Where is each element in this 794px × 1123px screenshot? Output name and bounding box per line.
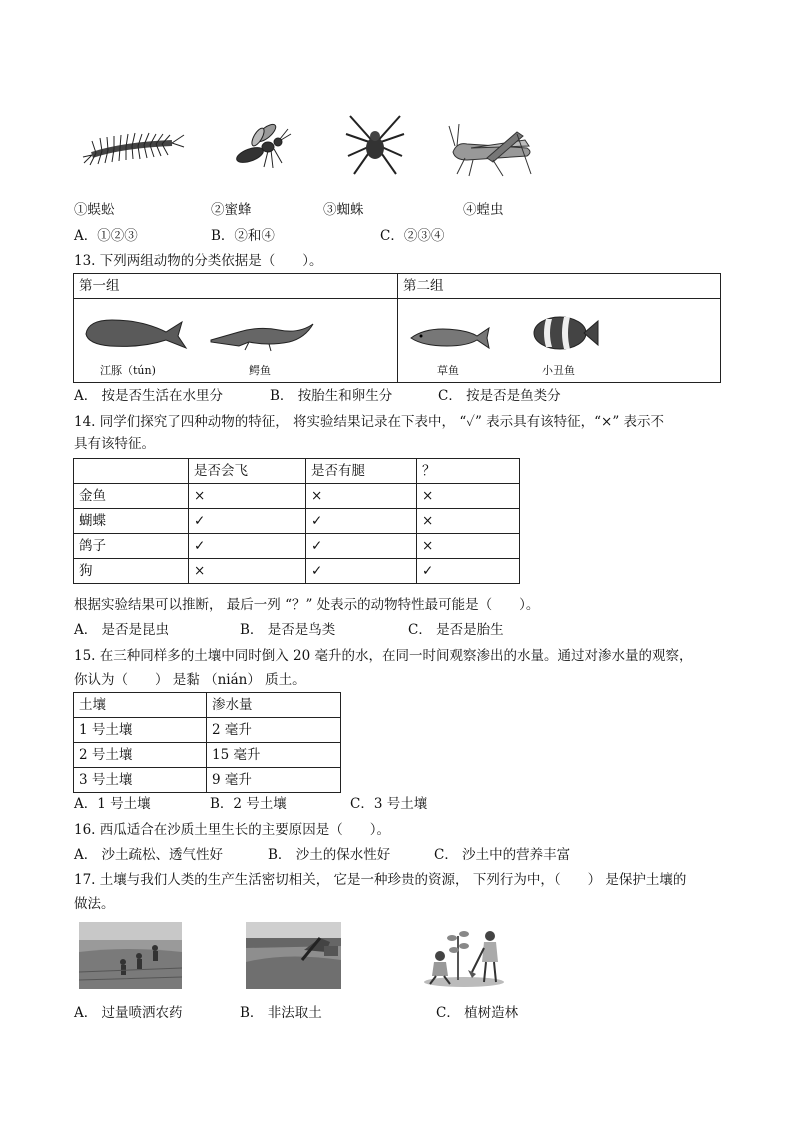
table-header-cell: 土壤 xyxy=(74,693,207,718)
q12-options xyxy=(74,226,594,246)
q15-option-c[interactable]: C．3 号土壤 xyxy=(350,796,428,812)
table-row xyxy=(74,768,341,793)
tree-planting-image xyxy=(418,922,510,990)
table-header-cell: 是否会飞 xyxy=(189,459,306,484)
table-cell: ✓ xyxy=(306,534,417,559)
table-cell: ✓ xyxy=(189,509,306,534)
crocodile-image xyxy=(209,318,315,352)
table-cell: 3 号土壤 xyxy=(74,768,207,793)
q15-option-b[interactable]: B．2 号土壤 xyxy=(210,796,287,812)
table-row xyxy=(74,509,520,534)
table-cell: 鸽子 xyxy=(74,534,189,559)
grasshopper-image xyxy=(447,122,537,180)
table-cell: × xyxy=(189,559,306,584)
finless-porpoise-image xyxy=(82,314,188,354)
table-header-row xyxy=(74,459,520,484)
q12-option-b[interactable]: B．②和④ xyxy=(211,228,275,244)
table-cell: 2 号土壤 xyxy=(74,743,207,768)
table-cell: 2 毫升 xyxy=(207,718,341,743)
clownfish-image xyxy=(526,311,600,355)
q17-option-c[interactable]: C． 植树造林 xyxy=(436,1005,519,1021)
table-row xyxy=(74,559,520,584)
table-header-cell: ？ xyxy=(417,459,520,484)
table-cell: 1 号土壤 xyxy=(74,718,207,743)
table-row xyxy=(74,743,341,768)
q13-group-table xyxy=(73,273,721,383)
q14-options xyxy=(74,620,634,640)
grass-carp-caption: 草鱼 xyxy=(437,364,459,377)
clownfish-caption: 小丑鱼 xyxy=(542,364,575,377)
q17-options xyxy=(74,1003,634,1023)
q12-animal-labels xyxy=(74,200,594,220)
table-cell: 蝴蝶 xyxy=(74,509,189,534)
table-header-cell: 是否有腿 xyxy=(306,459,417,484)
q15-options xyxy=(74,794,514,814)
q16-option-b[interactable]: B． 沙土的保水性好 xyxy=(268,847,391,863)
table-row xyxy=(74,534,520,559)
table-cell: ✓ xyxy=(189,534,306,559)
q17-question-line1: 17. 土壤与我们人类的生产生活密切相关， 它是一种珍贵的资源， 下列行为中，（ ） 是保护土壤的 xyxy=(74,872,687,888)
q15-soil-table xyxy=(73,692,341,793)
q14-followup: 根据实验结果可以推断， 最后一列 “？” 处表示的动物特性最可能是（ ）。 xyxy=(74,597,540,613)
q12-option-c[interactable]: C．②③④ xyxy=(380,228,445,244)
crocodile-caption: 鳄鱼 xyxy=(249,364,271,377)
q15-question-line1: 15. 在三种同样多的土壤中同时倒入 20 毫升的水，在同一时间观察渗出的水量。通过对渗水量的观察， xyxy=(74,648,693,664)
table-header-row xyxy=(74,693,341,718)
q17-option-b[interactable]: B． 非法取土 xyxy=(240,1005,322,1021)
q14-feature-table xyxy=(73,458,520,584)
q16-option-c[interactable]: C． 沙土中的营养丰富 xyxy=(434,847,571,863)
label-spider: ③蜘蛛 xyxy=(323,202,364,218)
table-cell: 狗 xyxy=(74,559,189,584)
q14-option-b[interactable]: B． 是否是鸟类 xyxy=(240,622,336,638)
q12-option-a[interactable]: A．①②③ xyxy=(74,228,138,244)
table-header-cell: 渗水量 xyxy=(207,693,341,718)
table-cell: × xyxy=(417,509,520,534)
centipede-image xyxy=(82,115,186,177)
table-cell: 金鱼 xyxy=(74,484,189,509)
q14-option-a[interactable]: A． 是否是昆虫 xyxy=(74,622,170,638)
group2-title: 第二组 xyxy=(403,278,444,294)
label-centipede: ①蜈蚣 xyxy=(74,202,115,218)
label-bee: ②蜜蜂 xyxy=(211,202,252,218)
table-cell: × xyxy=(306,484,417,509)
q14-option-c[interactable]: C． 是否是胎生 xyxy=(408,622,504,638)
q14-question-line2: 具有该特征。 xyxy=(74,436,155,452)
table-row xyxy=(74,484,520,509)
table-header-cell xyxy=(74,459,189,484)
table-cell: × xyxy=(417,534,520,559)
table-cell: × xyxy=(189,484,306,509)
q17-question-line2: 做法。 xyxy=(74,896,115,912)
table-cell: ✓ xyxy=(417,559,520,584)
q13-question: 13. 下列两组动物的分类依据是（ ）。 xyxy=(74,253,323,269)
q15-option-a[interactable]: A．1 号土壤 xyxy=(74,796,151,812)
q16-option-a[interactable]: A． 沙土疏松、透气性好 xyxy=(74,847,224,863)
spider-image xyxy=(344,112,406,178)
q16-options xyxy=(74,845,634,865)
pesticide-spraying-image xyxy=(79,922,182,989)
q13-option-a[interactable]: A． 按是否生活在水里分 xyxy=(74,388,224,404)
q15-question-line2: 你认为（ ） 是黏 （nián） 质土。 xyxy=(74,672,306,688)
label-grasshopper: ④蝗虫 xyxy=(463,202,504,218)
group1-title: 第一组 xyxy=(79,278,120,294)
table-cell: 9 毫升 xyxy=(207,768,341,793)
q16-question: 16. 西瓜适合在沙质土里生长的主要原因是（ ）。 xyxy=(74,822,391,838)
table-row xyxy=(74,718,341,743)
q14-question-line1: 14. 同学们探究了四种动物的特征， 将实验结果记录在下表中， “✓” 表示具有该特征，“×” 表示不 xyxy=(74,414,665,430)
q13-options xyxy=(74,386,634,406)
table-cell: ✓ xyxy=(306,509,417,534)
table-cell: ✓ xyxy=(306,559,417,584)
q13-option-c[interactable]: C． 按是否是鱼类分 xyxy=(438,388,561,404)
table-cell: 15 毫升 xyxy=(207,743,341,768)
illegal-digging-image xyxy=(246,922,341,989)
porpoise-caption: 江豚（tún) xyxy=(100,364,156,377)
table-cell: × xyxy=(417,484,520,509)
bee-image xyxy=(228,117,292,177)
grass-carp-image xyxy=(407,324,491,352)
q13-option-b[interactable]: B． 按胎生和卵生分 xyxy=(270,388,393,404)
q17-option-a[interactable]: A． 过量喷洒农药 xyxy=(74,1005,183,1021)
